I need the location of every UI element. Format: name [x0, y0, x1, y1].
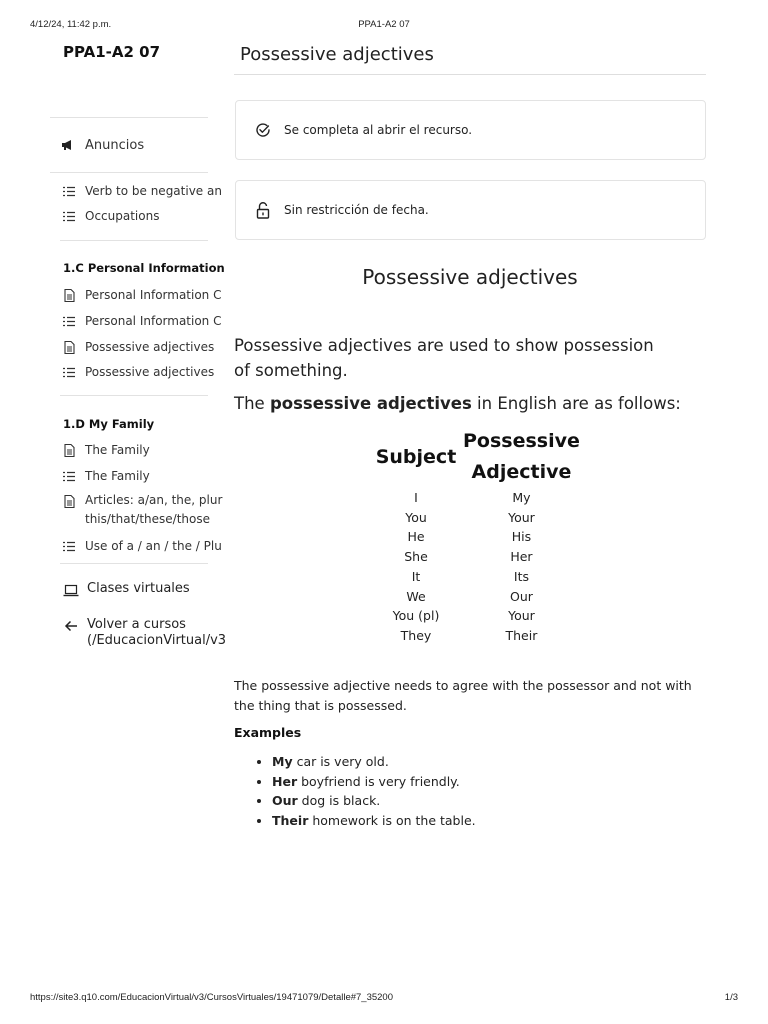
table-body: [372, 488, 583, 646]
intro-suffix: in English are as follows:: [471, 394, 681, 413]
table-row: [372, 626, 583, 646]
possessive-cell: His: [511, 529, 532, 545]
agreement-paragraph: The possessive adjective needs to agree with the possessor and not with the thing that is possessed.: [234, 678, 692, 713]
print-page-title: PPA1-A2 07: [358, 19, 410, 30]
sidebar-item-the-family-quiz[interactable]: [63, 466, 233, 486]
back-link-line1: Volver a cursos: [87, 617, 186, 632]
main-content: [234, 0, 706, 980]
megaphone-icon: [60, 137, 76, 153]
sidebar-item-articles-doc[interactable]: [63, 491, 233, 529]
possessive-cell: Her: [510, 549, 533, 565]
possessive-cell: Its: [513, 568, 529, 584]
print-page-number: 1/3: [724, 992, 738, 1003]
sidebar-item-personal-information-doc[interactable]: [63, 285, 233, 305]
document-icon: [63, 443, 75, 457]
completion-text: Se completa al abrir el recurso.: [284, 123, 473, 137]
check-circle-icon: [254, 121, 272, 139]
list-icon: [63, 209, 75, 223]
possessive-cell: Our: [509, 588, 533, 604]
date-restriction-text: Sin restricción de fecha.: [284, 203, 429, 217]
sidebar-divider: [50, 172, 208, 173]
list-item: [272, 772, 476, 792]
back-link-text: [87, 617, 226, 649]
example-possessive: Our: [272, 793, 298, 808]
sidebar-item-label: Personal Information C: [85, 288, 222, 302]
intro-paragraph-2: [234, 393, 681, 415]
section-title-my-family: 1.D My Family: [63, 417, 155, 431]
content-title: Possessive adjectives: [362, 265, 578, 289]
table-row: [372, 587, 583, 607]
list-item: [272, 791, 476, 811]
arrow-left-icon: [63, 618, 79, 634]
completion-card: [235, 100, 706, 160]
example-rest: dog is black.: [297, 793, 381, 808]
possessive-adjectives-table: [372, 426, 583, 646]
sidebar-item-the-family-doc[interactable]: [63, 440, 233, 460]
section-title-personal-information: 1.C Personal Information: [63, 261, 225, 275]
sidebar-item-label: Personal Information C: [85, 314, 222, 328]
sidebar-divider: [60, 240, 208, 241]
example-rest: homework is on the table.: [308, 812, 476, 828]
sidebar-item-label: Clases virtuales: [87, 581, 190, 596]
example-possessive: Her: [272, 773, 298, 789]
list-item: [272, 811, 476, 831]
sidebar-item-occupations[interactable]: [63, 206, 233, 226]
examples-list: [234, 752, 476, 830]
subject-cell: You (pl): [392, 608, 440, 624]
document-icon: [63, 340, 75, 354]
sidebar-divider: [60, 563, 208, 564]
sidebar-divider: [60, 395, 208, 396]
list-item: [272, 752, 476, 772]
sidebar-item-label: Verb to be negative an: [85, 184, 222, 198]
intro-bold-term: possessive adjectives: [269, 394, 472, 413]
intro-prefix: The: [234, 394, 270, 413]
course-title: PPA1-A2 07: [63, 43, 161, 61]
sidebar-item-use-of-articles-quiz[interactable]: [63, 536, 233, 556]
date-restriction-card: [235, 180, 706, 240]
possessive-cell: Your: [508, 608, 535, 624]
sidebar-item-label: Use of a / an / the / Plu: [85, 539, 222, 553]
possessive-cell: Their: [505, 627, 538, 643]
intro-paragraph: Possessive adjectives are used to show possession of something.: [234, 336, 654, 380]
document-icon: [63, 288, 75, 302]
table-header-row: [372, 426, 583, 488]
print-datetime: 4/12/24, 11:42 p.m.: [30, 19, 112, 30]
unlock-icon: [254, 201, 272, 219]
print-footer: [30, 992, 738, 1006]
list-icon: [63, 184, 75, 198]
sidebar-item-label: Possessive adjectives: [85, 365, 215, 379]
subject-cell: I: [414, 490, 418, 505]
list-icon: [63, 314, 75, 328]
subject-cell: She: [404, 549, 428, 565]
example-rest: boyfriend is very friendly.: [297, 773, 460, 789]
list-icon: [63, 469, 75, 483]
example-possessive: Their: [272, 812, 309, 828]
table-row: [372, 508, 583, 528]
laptop-icon: [63, 582, 79, 598]
table-row: [372, 488, 583, 508]
subject-cell: They: [400, 627, 432, 643]
sidebar-divider: [50, 117, 208, 118]
print-url: https://site3.q10.com/EducacionVirtual/v3/CursosVirtuales/19471079/Detalle#7_35200: [30, 992, 393, 1003]
sidebar-item-possessive-adjectives-doc[interactable]: [63, 337, 233, 357]
sidebar-item-label: Occupations: [85, 209, 160, 223]
sidebar-item-verb-to-be[interactable]: [63, 181, 233, 201]
course-sidebar: [0, 0, 227, 980]
possessive-cell: Your: [508, 509, 535, 525]
example-possessive: My: [272, 754, 293, 769]
subject-cell: It: [411, 568, 421, 584]
possessive-cell: My: [512, 490, 531, 505]
examples-heading: Examples: [234, 725, 302, 740]
sidebar-item-virtual-classes[interactable]: [63, 581, 190, 598]
sidebar-item-label: Anuncios: [85, 137, 145, 153]
table-row: [372, 547, 583, 567]
document-icon: [63, 494, 75, 508]
sidebar-item-label: The Family: [85, 469, 150, 483]
sidebar-item-possessive-adjectives-quiz[interactable]: [63, 362, 233, 382]
back-to-courses-link[interactable]: [63, 617, 226, 649]
sidebar-item-announcements[interactable]: [60, 135, 240, 155]
example-rest: car is very old.: [292, 754, 389, 769]
sidebar-item-label: The Family: [85, 443, 150, 457]
column-header-possessive: Possessive Adjective: [463, 430, 580, 483]
back-link-line2: (/EducacionVirtual/v3: [87, 633, 227, 648]
title-divider: [234, 74, 706, 75]
subject-cell: We: [406, 588, 426, 604]
sidebar-item-personal-information-quiz[interactable]: [63, 311, 233, 331]
sidebar-item-label: Articles: a/an, the, plur this/that/these/those: [85, 493, 223, 526]
sidebar-item-label: Possessive adjectives: [85, 340, 215, 354]
page-title: Possessive adjectives: [240, 44, 434, 65]
table-row: [372, 606, 583, 626]
table-row: [372, 527, 583, 547]
column-header-subject: Subject: [375, 445, 457, 468]
subject-cell: You: [405, 509, 427, 525]
list-icon: [63, 539, 75, 553]
table-row: [372, 567, 583, 587]
list-icon: [63, 365, 75, 379]
subject-cell: He: [407, 529, 425, 545]
